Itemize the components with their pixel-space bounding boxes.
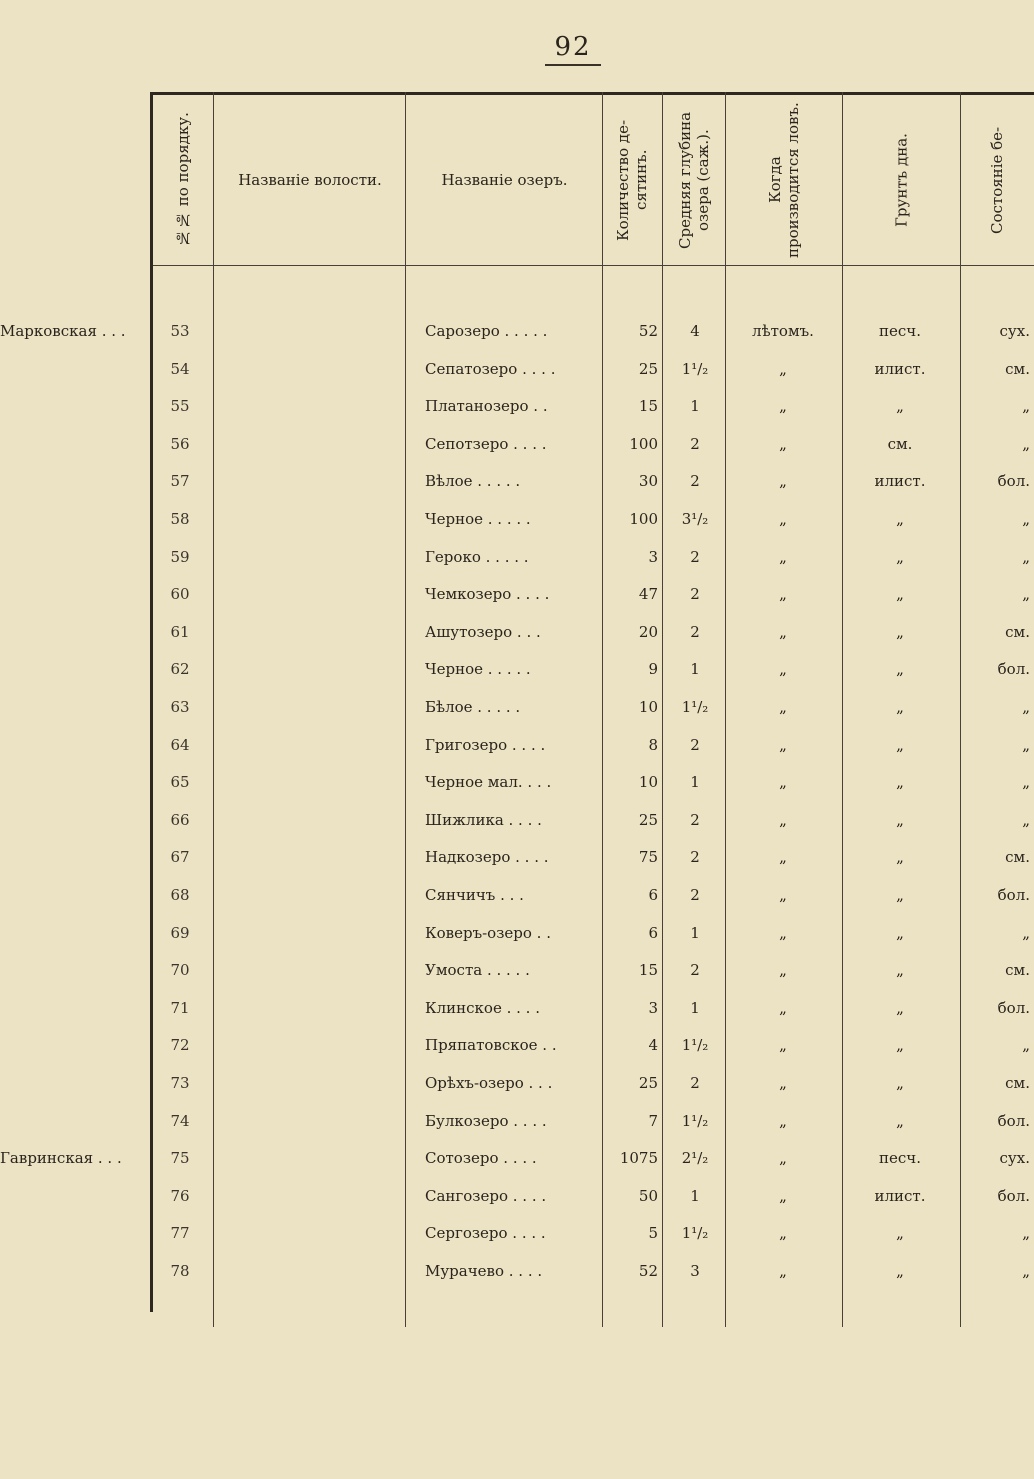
cell-lake: Героко . . . . . bbox=[425, 547, 529, 566]
cell-depth: 2 bbox=[690, 434, 700, 453]
cell-depth: 2 bbox=[690, 886, 700, 904]
cell-soil: „ bbox=[896, 1111, 904, 1130]
cell-area: 75 bbox=[638, 848, 658, 867]
table-row bbox=[0, 1262, 1034, 1299]
table-row bbox=[0, 1074, 1034, 1111]
table-row bbox=[0, 999, 1034, 1036]
cell-shore: „ bbox=[1022, 1262, 1030, 1280]
cell-soil: „ bbox=[896, 1224, 904, 1243]
table-row bbox=[0, 360, 1034, 397]
table-row bbox=[0, 1149, 1034, 1186]
table-row bbox=[0, 322, 1034, 359]
cell-lake: Сепотзеро . . . . bbox=[425, 434, 547, 453]
table-row bbox=[0, 924, 1034, 961]
table-row bbox=[0, 623, 1034, 660]
table-row bbox=[0, 961, 1034, 998]
table-top-rule bbox=[150, 92, 1034, 95]
header-depth: Средняя глубина озера (саж.). bbox=[676, 111, 712, 249]
cell-when: „ bbox=[779, 1224, 787, 1243]
cell-soil: песч. bbox=[879, 322, 921, 340]
cell-lake: Ашутозеро . . . bbox=[425, 622, 541, 641]
cell-num: 60 bbox=[170, 585, 190, 604]
cell-soil: илист. bbox=[874, 472, 926, 491]
table-row bbox=[0, 1112, 1034, 1149]
cell-num: 72 bbox=[170, 1036, 190, 1055]
cell-volost: Марковская . . . bbox=[0, 322, 126, 340]
cell-num: 76 bbox=[170, 1186, 190, 1205]
table-row bbox=[0, 811, 1034, 848]
cell-shore: бол. bbox=[997, 1186, 1030, 1205]
cell-shore: сух. bbox=[999, 1149, 1030, 1168]
table-row bbox=[0, 585, 1034, 622]
cell-shore: см. bbox=[1005, 622, 1030, 641]
cell-when: „ bbox=[779, 510, 787, 528]
cell-lake: Бѣлое . . . . . bbox=[425, 698, 521, 716]
cell-soil: „ bbox=[896, 810, 904, 829]
cell-area: 1075 bbox=[619, 1149, 658, 1168]
cell-num: 68 bbox=[170, 886, 190, 904]
cell-depth: 1 bbox=[690, 923, 700, 942]
cell-soil: см. bbox=[887, 434, 913, 453]
cell-lake: Сарозеро . . . . . bbox=[425, 322, 548, 340]
cell-depth: 2 bbox=[690, 848, 700, 867]
cell-shore: „ bbox=[1022, 810, 1030, 829]
cell-lake: Орѣхъ-озеро . . . bbox=[425, 1074, 553, 1092]
cell-lake: Клинское . . . . bbox=[425, 998, 540, 1017]
cell-soil: „ bbox=[896, 622, 904, 641]
table-row bbox=[0, 660, 1034, 697]
cell-area: 25 bbox=[638, 810, 658, 829]
cell-depth: 1 bbox=[690, 998, 700, 1017]
cell-depth: 2¹/₂ bbox=[681, 1149, 709, 1168]
cell-depth: 1 bbox=[690, 773, 700, 792]
table-row bbox=[0, 1224, 1034, 1261]
header-volost: Названіе волости. bbox=[238, 171, 382, 189]
cell-area: 30 bbox=[638, 472, 658, 491]
table-row bbox=[0, 1187, 1034, 1224]
cell-num: 69 bbox=[170, 923, 190, 942]
cell-when: лѣтомъ. bbox=[752, 322, 814, 340]
cell-soil: „ bbox=[896, 1074, 904, 1092]
cell-when: „ bbox=[779, 1186, 787, 1205]
header-lake: Названіе озеръ. bbox=[441, 171, 568, 189]
cell-when: „ bbox=[779, 735, 787, 754]
cell-lake: Вѣлое . . . . . bbox=[425, 472, 521, 491]
cell-lake: Черное . . . . . bbox=[425, 510, 531, 528]
cell-soil: „ bbox=[896, 397, 904, 416]
cell-soil: „ bbox=[896, 961, 904, 980]
cell-soil: „ bbox=[896, 698, 904, 716]
cell-depth: 3¹/₂ bbox=[681, 510, 709, 528]
cell-soil: „ bbox=[896, 886, 904, 904]
cell-shore: „ bbox=[1022, 735, 1030, 754]
cell-area: 20 bbox=[638, 622, 658, 641]
cell-shore: бол. bbox=[997, 886, 1030, 904]
cell-shore: „ bbox=[1022, 510, 1030, 528]
cell-area: 100 bbox=[629, 434, 658, 453]
cell-depth: 3 bbox=[690, 1262, 700, 1280]
cell-area: 8 bbox=[648, 735, 658, 754]
cell-num: 59 bbox=[170, 547, 190, 566]
header-num: №№ по порядку. bbox=[174, 112, 192, 248]
cell-area: 52 bbox=[638, 322, 658, 340]
cell-when: „ bbox=[779, 810, 787, 829]
cell-lake: Сангозеро . . . . bbox=[425, 1186, 547, 1205]
cell-area: 6 bbox=[648, 886, 658, 904]
cell-depth: 2 bbox=[690, 585, 700, 604]
cell-when: „ bbox=[779, 698, 787, 716]
cell-lake: Сотозеро . . . . bbox=[425, 1149, 537, 1168]
cell-num: 63 bbox=[170, 698, 190, 716]
cell-depth: 2 bbox=[690, 735, 700, 754]
cell-soil: „ bbox=[896, 848, 904, 867]
cell-shore: „ bbox=[1022, 585, 1030, 604]
table-row bbox=[0, 435, 1034, 472]
cell-depth: 1¹/₂ bbox=[681, 698, 709, 716]
cell-lake: Мурачево . . . . bbox=[425, 1262, 543, 1280]
cell-shore: см. bbox=[1005, 359, 1030, 378]
cell-shore: см. bbox=[1005, 848, 1030, 867]
cell-lake: Сепатозеро . . . . bbox=[425, 359, 556, 378]
table-row bbox=[0, 698, 1034, 735]
cell-lake: Пряпатовское . . bbox=[425, 1036, 557, 1055]
cell-depth: 1¹/₂ bbox=[681, 359, 709, 378]
cell-when: „ bbox=[779, 773, 787, 792]
cell-when: „ bbox=[779, 397, 787, 416]
cell-when: „ bbox=[779, 886, 787, 904]
cell-lake: Булкозеро . . . . bbox=[425, 1111, 547, 1130]
cell-area: 3 bbox=[648, 998, 658, 1017]
cell-shore: „ bbox=[1022, 773, 1030, 792]
cell-soil: „ bbox=[896, 585, 904, 604]
cell-num: 57 bbox=[170, 472, 190, 491]
cell-shore: бол. bbox=[997, 998, 1030, 1017]
header-bottom-rule bbox=[150, 265, 1034, 266]
cell-num: 73 bbox=[170, 1074, 190, 1092]
cell-depth: 2 bbox=[690, 622, 700, 641]
cell-soil: „ bbox=[896, 1262, 904, 1280]
cell-shore: „ bbox=[1022, 698, 1030, 716]
cell-depth: 2 bbox=[690, 810, 700, 829]
cell-soil: песч. bbox=[879, 1149, 921, 1168]
cell-area: 9 bbox=[648, 660, 658, 679]
cell-lake: Платанозеро . . bbox=[425, 397, 548, 416]
cell-when: „ bbox=[779, 359, 787, 378]
cell-num: 61 bbox=[170, 622, 190, 641]
header-when: Когда производится ловъ. bbox=[766, 102, 802, 258]
cell-depth: 1¹/₂ bbox=[681, 1036, 709, 1055]
cell-lake: Надкозеро . . . . bbox=[425, 848, 549, 867]
cell-soil: „ bbox=[896, 510, 904, 528]
cell-area: 10 bbox=[638, 773, 658, 792]
cell-area: 3 bbox=[648, 547, 658, 566]
cell-area: 25 bbox=[638, 359, 658, 378]
header-soil: Грунтъ дна. bbox=[892, 133, 911, 227]
table-row bbox=[0, 848, 1034, 885]
cell-lake: Чемкозеро . . . . bbox=[425, 585, 550, 604]
cell-num: 66 bbox=[170, 810, 190, 829]
cell-lake: Черное мал. . . . bbox=[425, 773, 552, 792]
cell-shore: бол. bbox=[997, 660, 1030, 679]
cell-num: 56 bbox=[170, 434, 190, 453]
cell-num: 55 bbox=[170, 397, 190, 416]
table-row bbox=[0, 773, 1034, 810]
cell-shore: см. bbox=[1005, 1074, 1030, 1092]
header-area: Количество де-сятинъ. bbox=[614, 119, 650, 241]
cell-lake: Сергозеро . . . . bbox=[425, 1224, 546, 1243]
cell-area: 7 bbox=[648, 1111, 658, 1130]
cell-when: „ bbox=[779, 1149, 787, 1168]
cell-shore: „ bbox=[1022, 1036, 1030, 1055]
cell-shore: „ bbox=[1022, 434, 1030, 453]
cell-soil: „ bbox=[896, 660, 904, 679]
cell-area: 47 bbox=[638, 585, 658, 604]
cell-soil: „ bbox=[896, 1036, 904, 1055]
cell-depth: 1 bbox=[690, 1186, 700, 1205]
cell-depth: 2 bbox=[690, 1074, 700, 1092]
cell-when: „ bbox=[779, 1111, 787, 1130]
cell-shore: бол. bbox=[997, 472, 1030, 491]
cell-num: 75 bbox=[170, 1149, 190, 1168]
cell-when: „ bbox=[779, 547, 787, 566]
cell-shore: бол. bbox=[997, 1111, 1030, 1130]
cell-when: „ bbox=[779, 1036, 787, 1055]
cell-area: 50 bbox=[638, 1186, 658, 1205]
cell-when: „ bbox=[779, 660, 787, 679]
cell-lake: Черное . . . . . bbox=[425, 660, 531, 679]
cell-shore: „ bbox=[1022, 397, 1030, 416]
cell-depth: 2 bbox=[690, 472, 700, 491]
header-shore: Состояніе бе- bbox=[988, 126, 1006, 234]
cell-soil: „ bbox=[896, 998, 904, 1017]
cell-volost: Гавринская . . . bbox=[0, 1149, 122, 1168]
cell-num: 77 bbox=[170, 1224, 190, 1243]
cell-num: 62 bbox=[170, 660, 190, 679]
cell-when: „ bbox=[779, 923, 787, 942]
cell-lake: Сянчичъ . . . bbox=[425, 886, 524, 904]
cell-soil: „ bbox=[896, 547, 904, 566]
cell-when: „ bbox=[779, 622, 787, 641]
cell-num: 74 bbox=[170, 1111, 190, 1130]
cell-when: „ bbox=[779, 434, 787, 453]
cell-num: 71 bbox=[170, 998, 190, 1017]
cell-lake: Умоста . . . . . bbox=[425, 961, 530, 980]
cell-when: „ bbox=[779, 961, 787, 980]
cell-depth: 1 bbox=[690, 660, 700, 679]
cell-when: „ bbox=[779, 998, 787, 1017]
cell-when: „ bbox=[779, 1074, 787, 1092]
cell-when: „ bbox=[779, 848, 787, 867]
cell-num: 78 bbox=[170, 1262, 190, 1280]
cell-area: 100 bbox=[629, 510, 658, 528]
cell-soil: „ bbox=[896, 923, 904, 942]
cell-num: 70 bbox=[170, 961, 190, 980]
cell-shore: „ bbox=[1022, 923, 1030, 942]
cell-num: 53 bbox=[170, 322, 190, 340]
table-row bbox=[0, 548, 1034, 585]
cell-num: 65 bbox=[170, 773, 190, 792]
cell-shore: „ bbox=[1022, 547, 1030, 566]
cell-soil: илист. bbox=[874, 359, 926, 378]
table-row bbox=[0, 472, 1034, 509]
cell-area: 15 bbox=[638, 961, 658, 980]
cell-when: „ bbox=[779, 472, 787, 491]
cell-area: 10 bbox=[638, 698, 658, 716]
cell-lake: Коверъ-озеро . . bbox=[425, 923, 551, 942]
table-row bbox=[0, 1036, 1034, 1073]
cell-lake: Григозеро . . . . bbox=[425, 735, 546, 754]
cell-soil: илист. bbox=[874, 1186, 926, 1205]
cell-depth: 4 bbox=[690, 322, 700, 340]
cell-depth: 1¹/₂ bbox=[681, 1224, 709, 1243]
cell-when: „ bbox=[779, 1262, 787, 1280]
page-number: 92 bbox=[554, 32, 592, 62]
cell-lake: Шижлика . . . . bbox=[425, 810, 542, 829]
cell-area: 25 bbox=[638, 1074, 658, 1092]
cell-depth: 2 bbox=[690, 961, 700, 980]
table-row bbox=[0, 510, 1034, 547]
cell-soil: „ bbox=[896, 735, 904, 754]
cell-num: 54 bbox=[170, 359, 190, 378]
cell-area: 4 bbox=[648, 1036, 658, 1055]
cell-depth: 1 bbox=[690, 397, 700, 416]
cell-area: 5 bbox=[648, 1224, 658, 1243]
cell-area: 52 bbox=[638, 1262, 658, 1280]
cell-depth: 1¹/₂ bbox=[681, 1111, 709, 1130]
cell-when: „ bbox=[779, 585, 787, 604]
cell-num: 67 bbox=[170, 848, 190, 867]
table-row bbox=[0, 736, 1034, 773]
cell-shore: сух. bbox=[999, 322, 1030, 340]
cell-num: 58 bbox=[170, 510, 190, 528]
table-row bbox=[0, 397, 1034, 434]
cell-num: 64 bbox=[170, 735, 190, 754]
cell-soil: „ bbox=[896, 773, 904, 792]
cell-shore: см. bbox=[1005, 961, 1030, 980]
cell-area: 15 bbox=[638, 397, 658, 416]
cell-depth: 2 bbox=[690, 547, 700, 566]
table-row bbox=[0, 886, 1034, 923]
cell-area: 6 bbox=[648, 923, 658, 942]
cell-shore: „ bbox=[1022, 1224, 1030, 1243]
